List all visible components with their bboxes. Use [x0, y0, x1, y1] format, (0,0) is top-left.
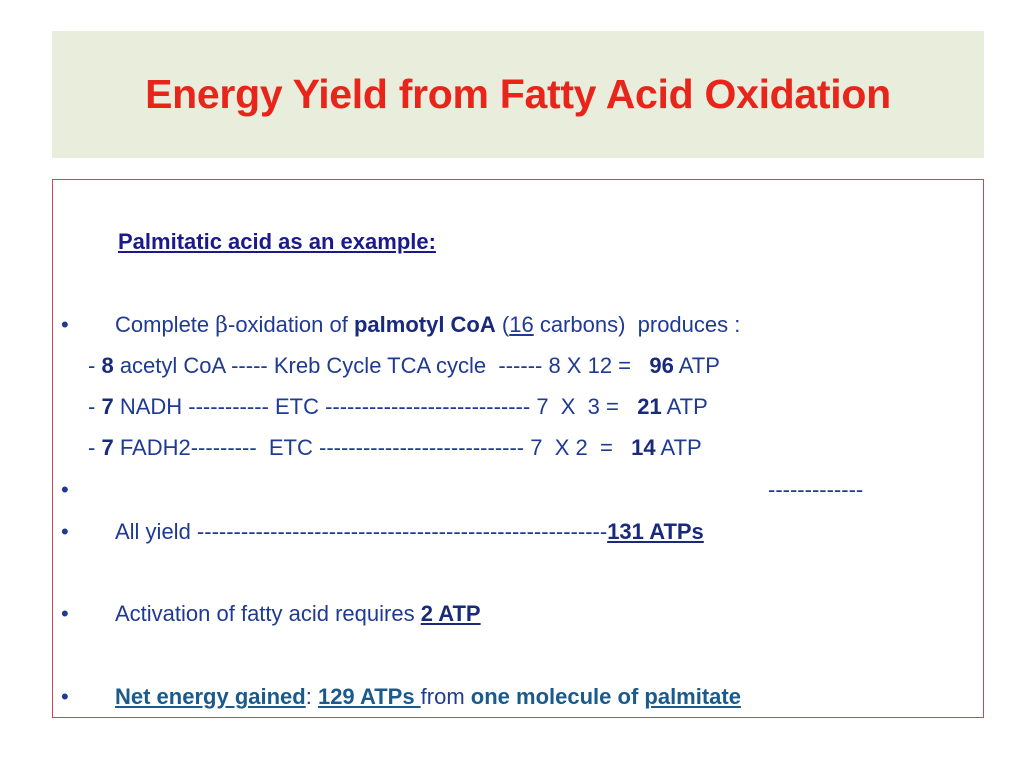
text-segment: from — [420, 684, 471, 709]
unit: ATP — [655, 435, 702, 460]
text-segment: Complete — [115, 312, 216, 337]
atp-result: 14 — [631, 435, 656, 460]
net-energy-value: 129 ATPs — [317, 684, 421, 709]
bullet-marker: • — [61, 601, 69, 626]
text-segment: Activation of fatty acid requires — [115, 601, 421, 626]
text-segment: -oxidation of — [228, 312, 354, 337]
text-segment: : — [305, 684, 318, 709]
text-segment: acetyl CoA ----- Kreb Cycle TCA cycle ------ 8 X 12 = — [113, 353, 650, 378]
atp-result: 96 — [649, 353, 674, 378]
atp-result: 21 — [637, 394, 662, 419]
acetyl-coa-line — [88, 352, 720, 380]
bullet-marker: • — [61, 312, 69, 337]
title-band — [52, 31, 984, 158]
net-energy-line — [115, 683, 741, 711]
activation-line — [115, 600, 481, 628]
subheading: Palmitatic acid as an example: — [118, 229, 436, 254]
unit: ATP — [673, 353, 720, 378]
bullet-marker: • — [61, 684, 69, 709]
count: 7 — [101, 435, 114, 460]
text-segment: All yield -------------------------------------------------------- — [115, 519, 608, 544]
count: 8 — [101, 353, 114, 378]
sum-separator: ------------- — [768, 477, 864, 502]
unit: ATP — [661, 394, 708, 419]
text-segment: carbons) produces : — [533, 312, 741, 337]
text-segment: NADH ----------- ETC ---------------------------- 7 X 3 = — [113, 394, 638, 419]
dash: - — [88, 435, 102, 460]
palmitate-term: palmitate — [644, 684, 741, 709]
slide-title: Energy Yield from Fatty Acid Oxidation — [145, 71, 891, 117]
palmotyl-coa-term: palmotyl CoA — [353, 312, 496, 337]
activation-cost: 2 ATP — [420, 601, 481, 626]
net-energy-label: Net energy gained — [115, 684, 306, 709]
nadh-line — [88, 393, 708, 421]
text-segment: one molecule of — [470, 684, 645, 709]
beta-oxidation-line — [115, 311, 740, 340]
count: 7 — [101, 394, 114, 419]
text-segment: ( — [495, 312, 510, 337]
total-yield: 131 ATPs — [607, 519, 704, 544]
all-yield-line — [115, 518, 704, 546]
text-segment: FADH2--------- ETC ---------------------------- 7 X 2 = — [113, 435, 632, 460]
beta-symbol: β — [215, 313, 228, 338]
carbon-count: 16 — [509, 312, 534, 337]
fadh2-line — [88, 434, 702, 462]
bullet-marker: • — [61, 519, 69, 544]
dash: - — [88, 394, 102, 419]
bullet-marker: • — [61, 477, 69, 502]
dash: - — [88, 353, 102, 378]
